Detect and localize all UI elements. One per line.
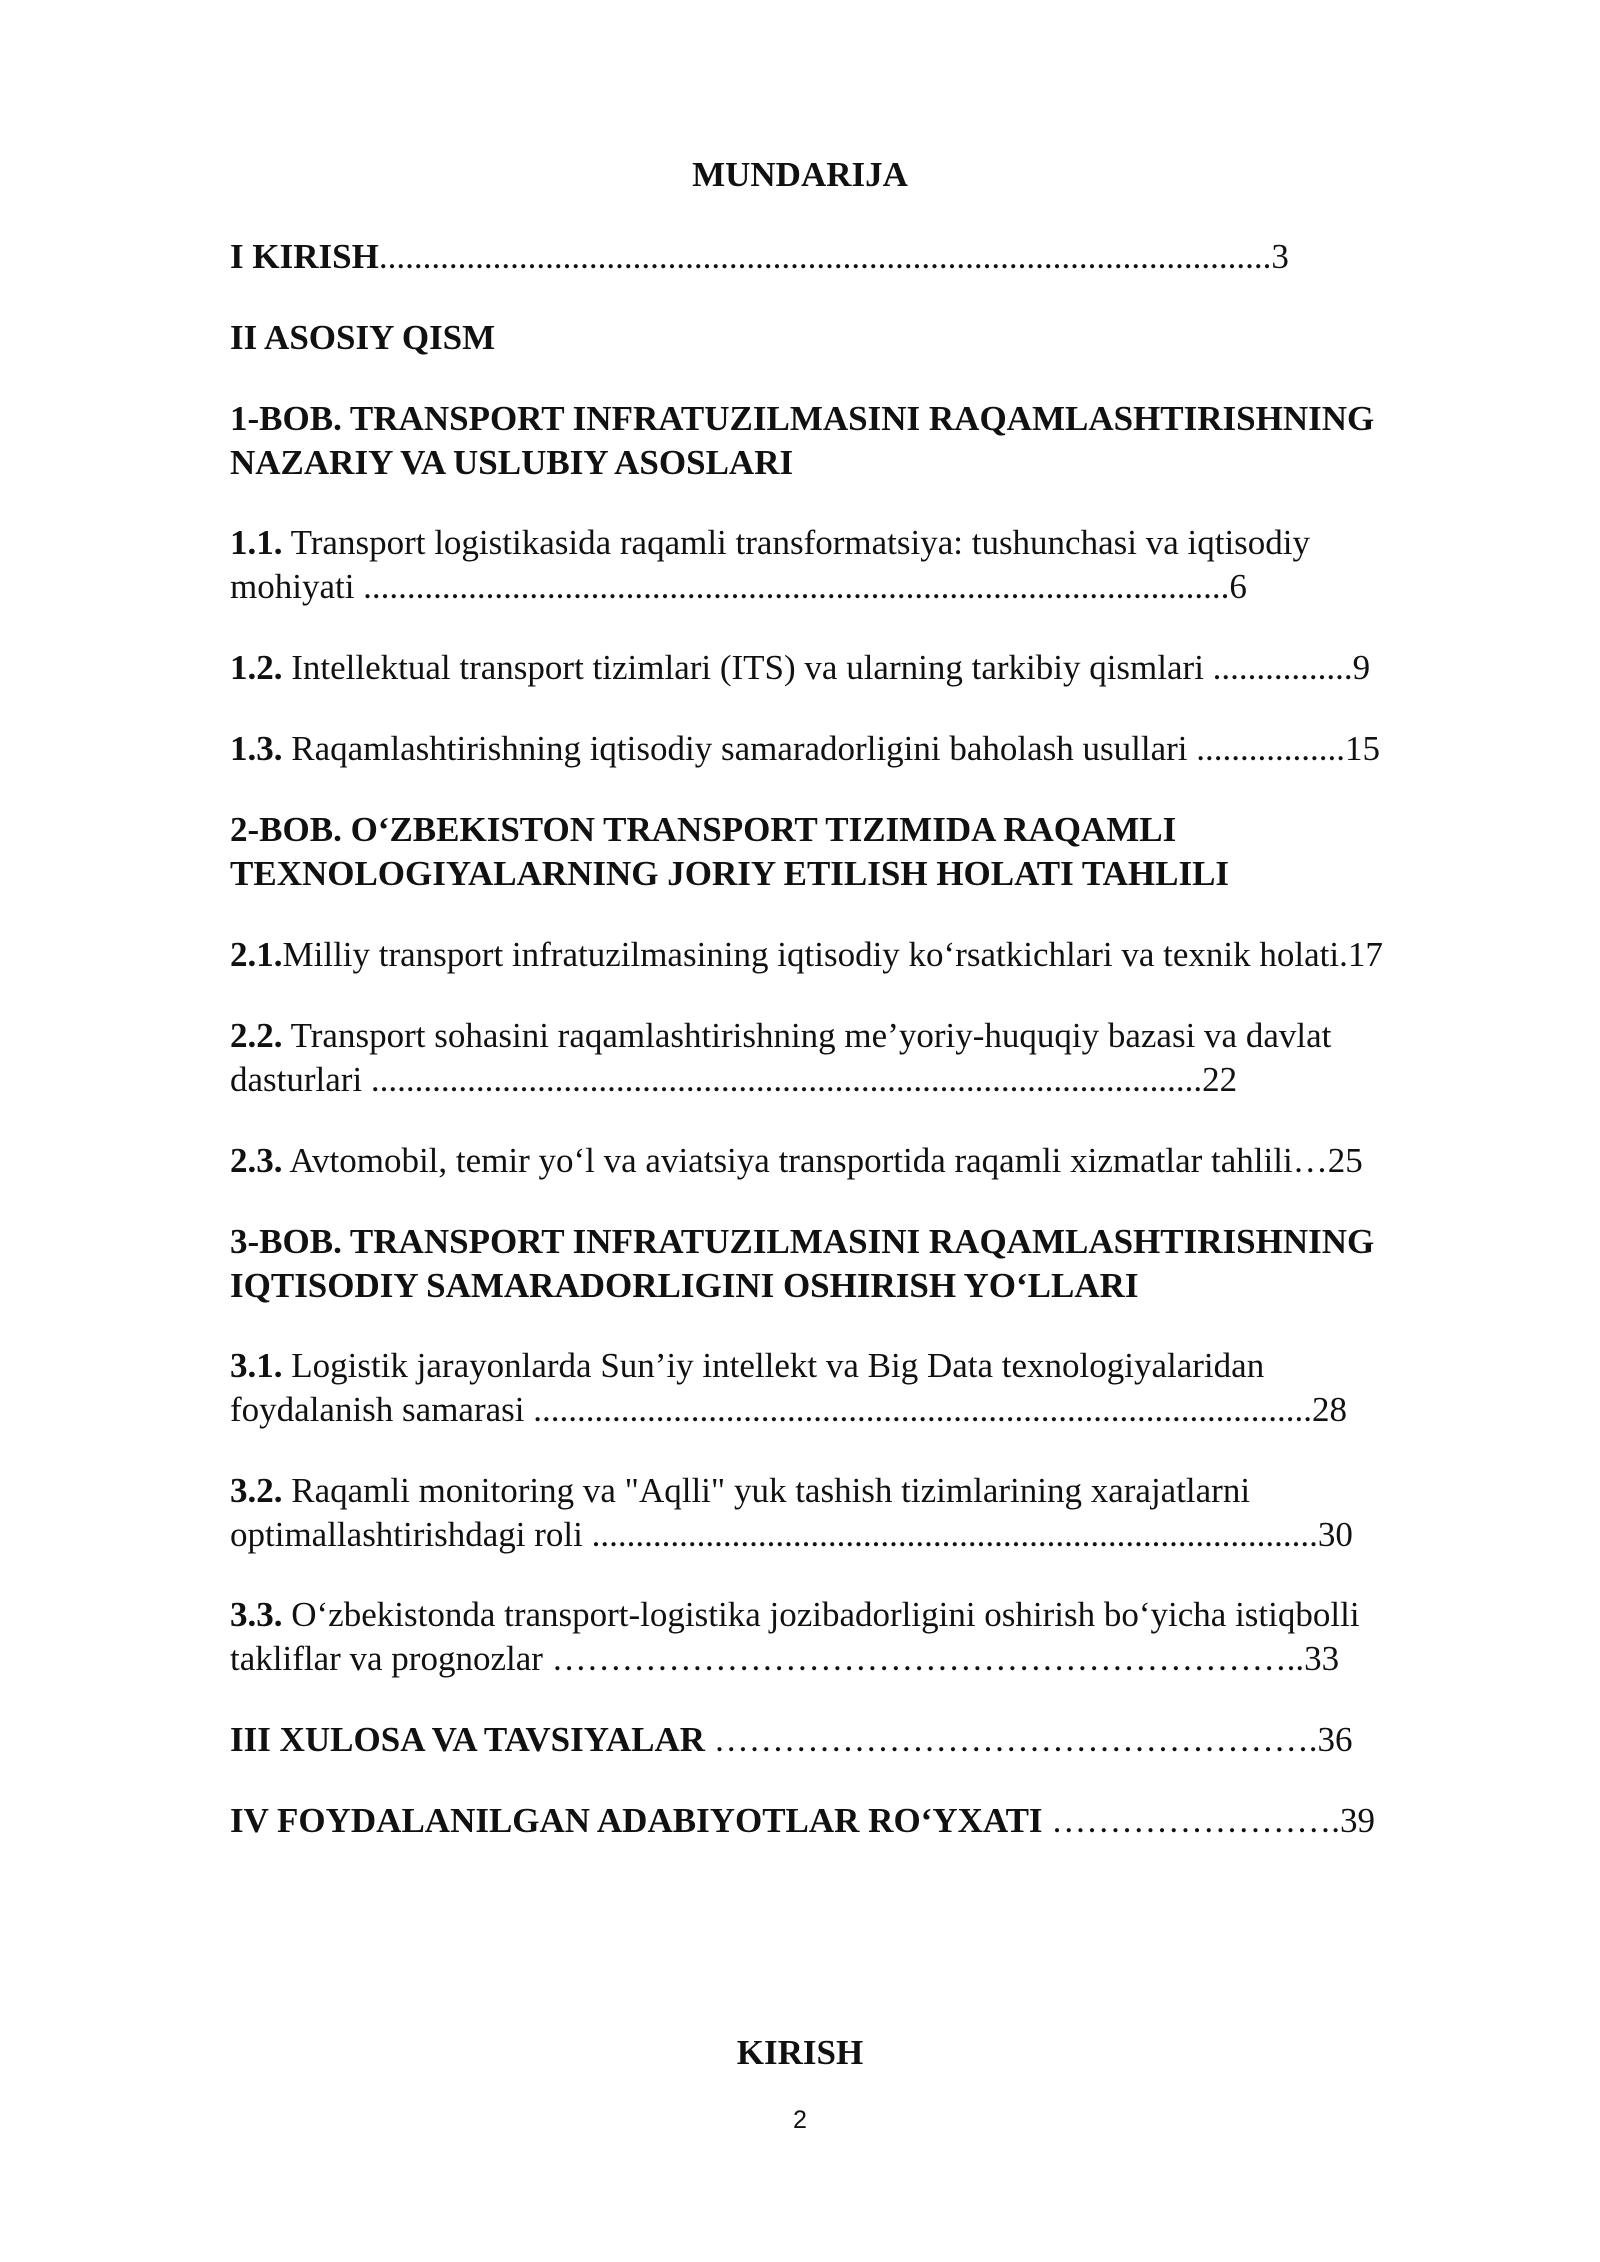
toc-section-2-3[interactable]	[230, 1139, 1363, 1183]
section-title-continued: foydalanish samarasi .........................................................................................28	[230, 1390, 1347, 1429]
toc-entry-label: III XULOSA VA TAVSIYALAR	[230, 1720, 705, 1759]
section-number: 2.2.	[230, 1016, 283, 1055]
section-title: Transport sohasini raqamlashtirishning me’yoriy-huquqiy bazasi va davlat	[282, 1016, 1332, 1055]
section-number: 3.1.	[230, 1346, 283, 1385]
toc-chapter-2[interactable]	[230, 808, 1229, 896]
section-title-continued: takliflar va prognozlar ………………………………………………………..33	[230, 1639, 1340, 1678]
toc-entry-adabiyotlar[interactable]	[230, 1799, 1375, 1843]
toc-chapter-3[interactable]	[230, 1220, 1374, 1308]
toc-section-3-3[interactable]	[230, 1593, 1360, 1681]
toc-section-3-2[interactable]	[230, 1469, 1353, 1557]
section-title: Milliy transport infratuzilmasining iqtisodiy ko‘rsatkichlari va texnik holati.17	[282, 935, 1383, 974]
section-title-continued: optimallashtirishdagi roli ...................................................................................30	[230, 1515, 1353, 1554]
section-title: Raqamli monitoring va "Aqlli" yuk tashish tizimlarining xarajatlarni	[282, 1471, 1251, 1510]
toc-section-2-1[interactable]	[230, 933, 1383, 977]
toc-leader-with-page: …………………………………………….36	[705, 1720, 1353, 1759]
section-title: Intellektual transport tizimlari (ITS) va ularning tarkibiy qismlari ................9	[282, 648, 1371, 687]
section-number: 2.1.	[230, 935, 283, 974]
toc-chapter-title-line: 2-BOB. O‘ZBEKISTON TRANSPORT TIZIMIDA RAQAMLI	[230, 810, 1177, 849]
page-number: 2	[793, 2106, 807, 2134]
section-title: Avtomobil, temir yo‘l va aviatsiya transportida raqamli xizmatlar tahlili…25	[282, 1141, 1363, 1180]
section-number: 1.1.	[230, 523, 283, 562]
section-title-continued: dasturlari ...............................................................................................22	[230, 1060, 1238, 1099]
section-number: 3.2.	[230, 1471, 283, 1510]
section-title: Transport logistikasida raqamli transformatsiya: tushunchasi va iqtisodiy	[282, 523, 1311, 562]
toc-section-3-1[interactable]	[230, 1344, 1347, 1432]
section-number: 1.3.	[230, 729, 283, 768]
section-title: O‘zbekistonda transport-logistika jozibadorligini oshirish bo‘yicha istiqbolli	[282, 1595, 1360, 1634]
toc-section-1-3[interactable]	[230, 727, 1380, 771]
section-number: 2.3.	[230, 1141, 283, 1180]
toc-chapter-title-line: IQTISODIY SAMARADORLIGINI OSHIRISH YO‘LLARI	[230, 1266, 1139, 1305]
toc-entry-kirish[interactable]	[230, 235, 1289, 279]
section-title-continued: mohiyati ...................................................................................................6	[230, 567, 1247, 606]
toc-chapter-title-line: 1-BOB. TRANSPORT INFRATUZILMASINI RAQAMLASHTIRISHNING	[230, 399, 1375, 438]
toc-entry-label: I KIRISH	[230, 237, 379, 276]
toc-section-1-1[interactable]	[230, 521, 1310, 609]
toc-chapter-title-line: 3-BOB. TRANSPORT INFRATUZILMASINI RAQAMLASHTIRISHNING	[230, 1222, 1375, 1261]
section-title: Raqamlashtirishning iqtisodiy samaradorligini baholash usullari .................15	[282, 729, 1381, 768]
toc-heading: MUNDARIJA	[692, 155, 908, 194]
toc-entry-asosiy-qism[interactable]	[230, 316, 495, 360]
section-title: Logistik jarayonlarda Sun’iy intellekt va Big Data texnologiyalaridan	[282, 1346, 1265, 1385]
toc-chapter-1[interactable]	[230, 397, 1374, 485]
section-number: 1.2.	[230, 648, 283, 687]
toc-section-1-2[interactable]	[230, 646, 1370, 690]
toc-page-ref: 3	[1271, 237, 1289, 276]
section-number: 3.3.	[230, 1595, 283, 1634]
toc-chapter-title-line: TEXNOLOGIYALARNING JORIY ETILISH HOLATI TAHLILI	[230, 854, 1230, 893]
toc-entry-label: IV FOYDALANILGAN ADABIYOTLAR RO‘YXATI	[230, 1801, 1043, 1840]
toc-leader-with-page: …………………….39	[1042, 1801, 1376, 1840]
toc-section-2-2[interactable]	[230, 1014, 1331, 1102]
toc-chapter-title-line: NAZARIY VA USLUBIY ASOSLARI	[230, 443, 794, 482]
toc-entry-label: II ASOSIY QISM	[230, 318, 496, 357]
section-heading-kirish: KIRISH	[736, 2033, 864, 2072]
toc-leader: ......................................................................................................	[378, 237, 1272, 276]
toc-entry-xulosa[interactable]	[230, 1718, 1353, 1762]
